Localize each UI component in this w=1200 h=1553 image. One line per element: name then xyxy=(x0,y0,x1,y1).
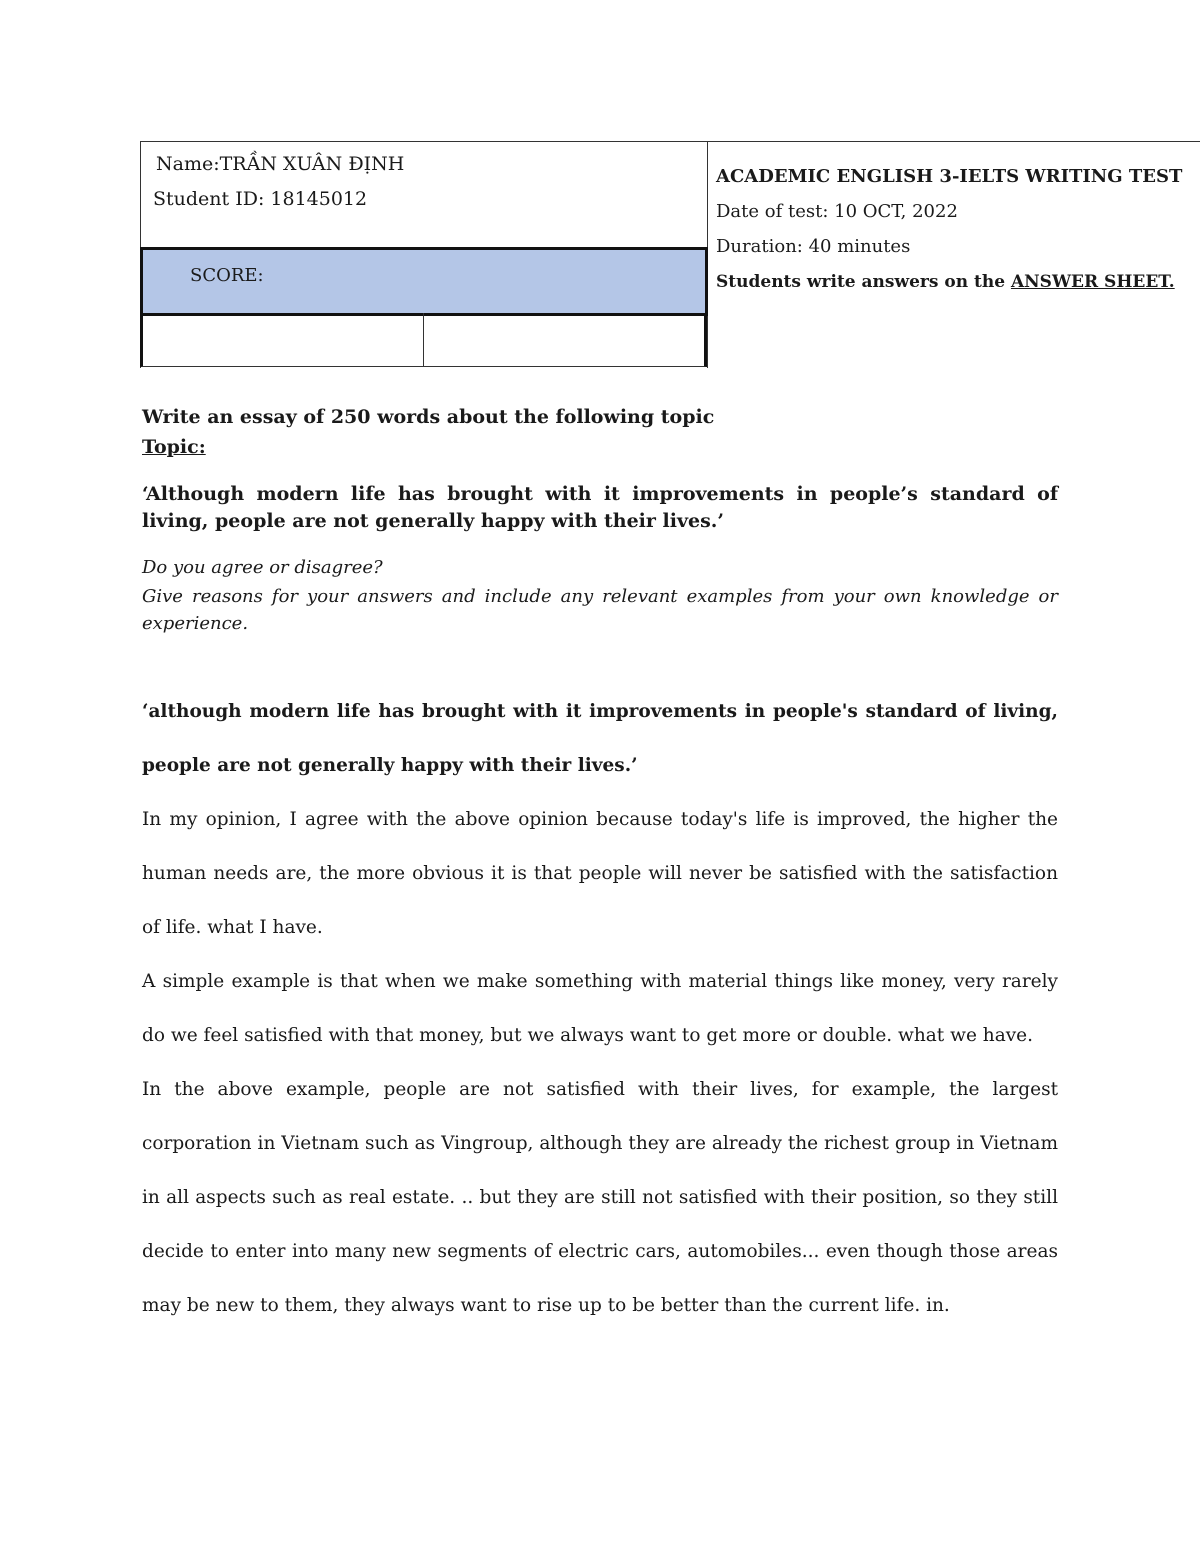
answer-restated-topic: ‘although modern life has brought with it improvements in people's standard of living, people are not generally happy with their lives.’ xyxy=(142,701,1058,776)
answer-sheet-instruction xyxy=(716,272,1175,292)
question-agree: Do you agree or disagree? xyxy=(142,557,383,578)
essay-answer xyxy=(142,685,1058,1333)
instruction-prefix: Students write answers on the xyxy=(716,272,1011,292)
essay-instruction: Write an essay of 250 words about the following topic xyxy=(142,406,715,428)
topic-statement: ‘Although modern life has brought with it improvements in people’s standard of living, people are not generally happy with their lives.’ xyxy=(142,483,1058,532)
answer-sheet-label: ANSWER SHEET. xyxy=(1010,272,1175,292)
test-duration: Duration: 40 minutes xyxy=(716,236,911,257)
student-name: Name:TRẦN XUÂN ĐỊNH xyxy=(156,153,405,175)
test-date: Date of test: 10 OCT, 2022 xyxy=(716,201,958,222)
answer-paragraph-1: In my opinion, I agree with the above opinion because today's life is improved, the higher the human needs are, the more obvious it is that people will never be satisfied with the satisfaction of life. what I have. xyxy=(142,809,1058,938)
score-label: SCORE: xyxy=(190,265,264,286)
score-cell-divider xyxy=(423,313,424,367)
student-id: Student ID: 18145012 xyxy=(153,188,368,210)
test-title: ACADEMIC ENGLISH 3-IELTS WRITING TEST xyxy=(716,166,1183,187)
topic-label: Topic: xyxy=(142,436,206,458)
question-reasons: Give reasons for your answers and include any relevant examples from your own knowledge or experience. xyxy=(142,586,1058,634)
answer-paragraph-2: A simple example is that when we make something with material things like money, very rarely do we feel satisfied with that money, but we always want to get more or double. what we have. xyxy=(142,971,1058,1046)
answer-paragraph-3: In the above example, people are not satisfied with their lives, for example, the largest corporation in Vietnam such as Vingroup, although they are already the richest group in Vietnam in all aspects such as real estate. .. but they are still not satisfied with their position, so they still decide to enter into many new segments of electric cars, automobiles... even though those areas may be new to them, they always want to rise up to be better than the current life. in. xyxy=(142,1079,1058,1316)
